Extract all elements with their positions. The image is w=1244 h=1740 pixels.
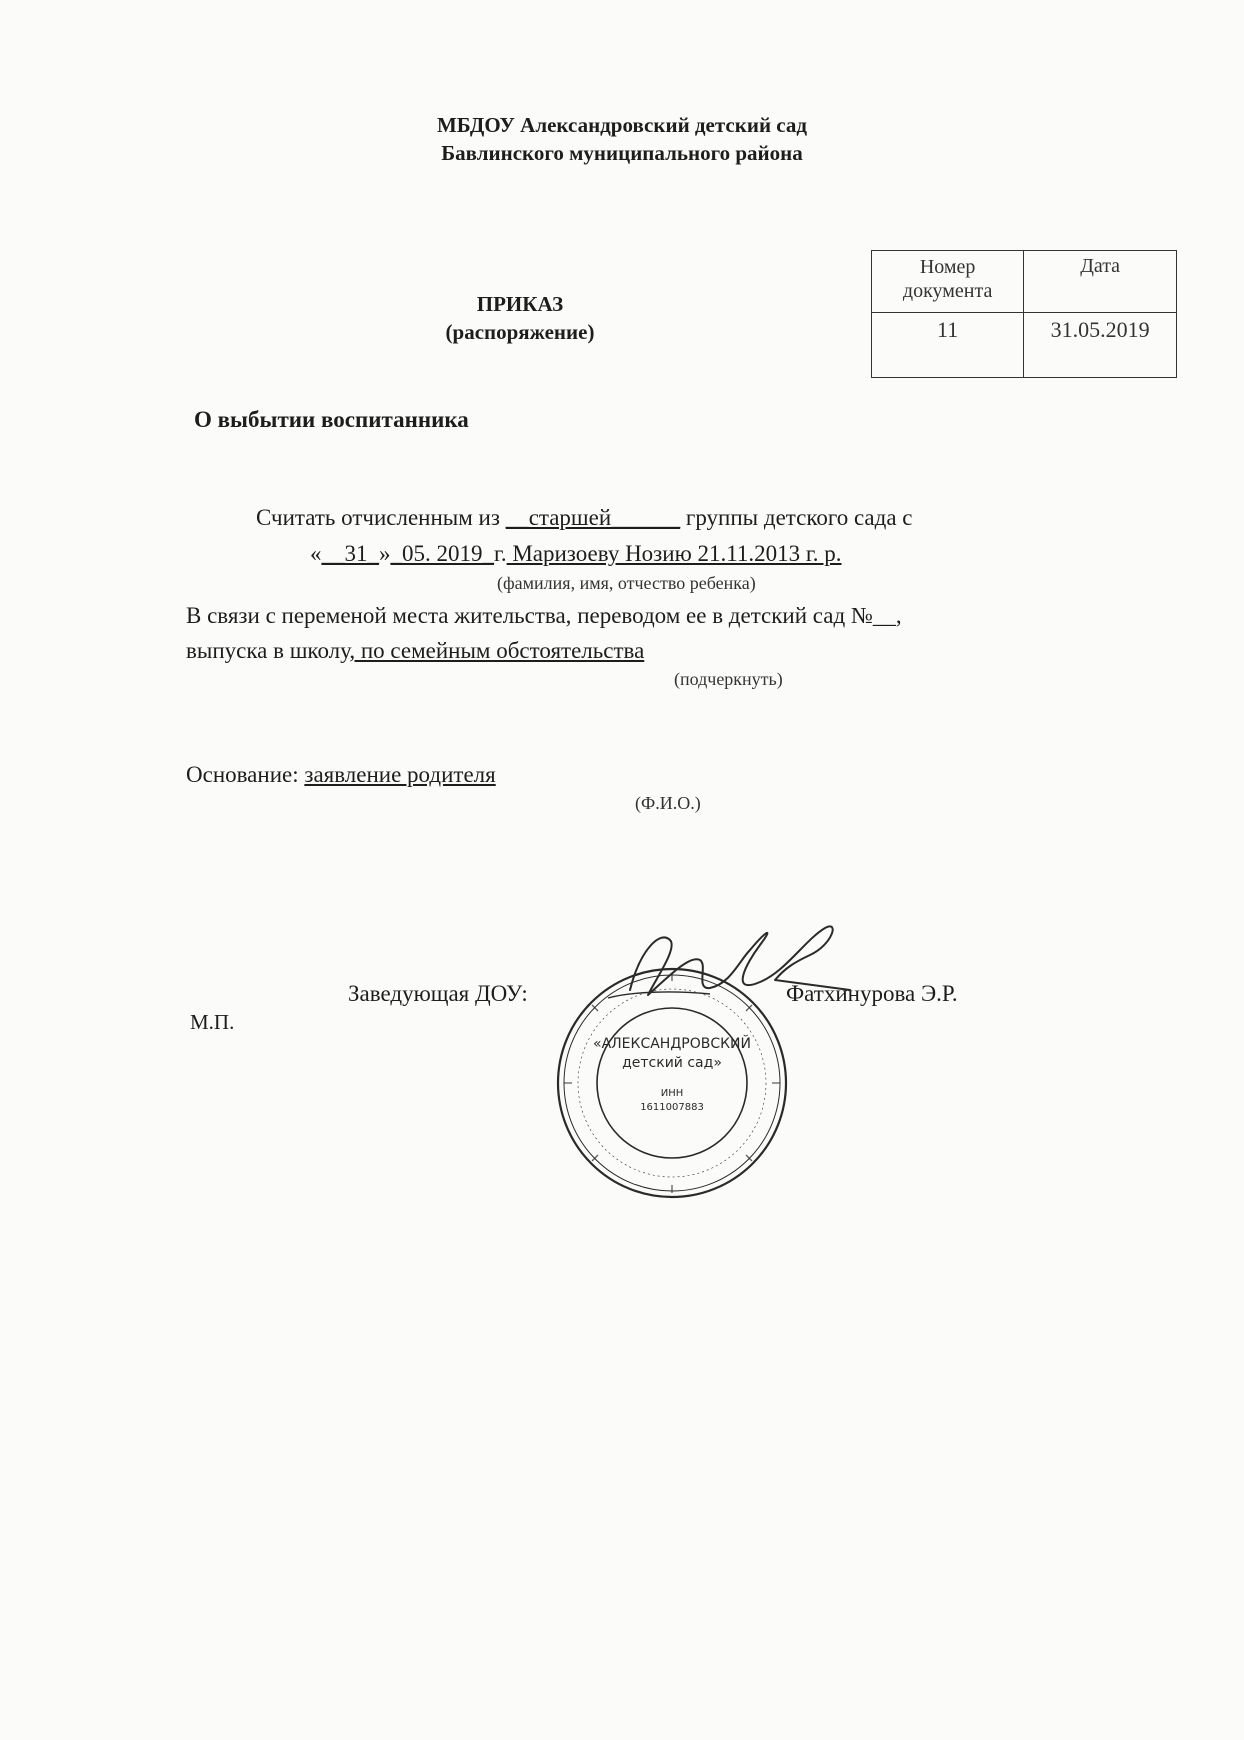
basis-label: Основание: xyxy=(186,762,305,787)
stamp-inn-label: ИНН xyxy=(660,1088,684,1099)
reason-family: , по семейным обстоятельства xyxy=(349,638,645,663)
reason-relocation: В связи с переменой места жительства, xyxy=(186,603,572,628)
reason-school: выпуска в школу xyxy=(186,638,350,663)
year-field: _05. 2019_ xyxy=(390,541,494,566)
body-line-2 xyxy=(310,540,842,568)
signatory-name: Фатхинурова Э.Р. xyxy=(786,981,958,1006)
day-field: __31_ xyxy=(321,541,379,566)
doc-number-value: 11 xyxy=(872,313,1024,378)
reason-transfer: переводом ее в детский сад №__, xyxy=(571,603,902,628)
order-subtitle: (распоряжение) xyxy=(445,320,595,344)
stamp-text-line1: «АЛЕКСАНДРОВСКИЙ xyxy=(593,1036,751,1052)
basis-line xyxy=(186,761,496,789)
stamp-place-mark: М.П. xyxy=(190,1010,235,1034)
basis-value: заявление родителя xyxy=(304,762,496,787)
stamp-text-line2: детский сад» xyxy=(622,1055,722,1071)
order-title: ПРИКАЗ xyxy=(476,292,564,316)
group-field: __старшей______ xyxy=(505,505,681,530)
doc-date-value: 31.05.2019 xyxy=(1024,313,1177,378)
caption-underline: (подчеркнуть) xyxy=(674,669,783,689)
caption-fio: (Ф.И.О.) xyxy=(635,793,701,813)
stamp-inn-value: 1611007883 xyxy=(640,1102,704,1113)
official-stamp xyxy=(552,963,792,1203)
doc-number-table xyxy=(871,250,1177,378)
org-name-line2: Бавлинского муниципального района xyxy=(441,141,803,165)
body-line-1-suffix: группы детского сада с xyxy=(680,505,913,530)
signatory-position: Заведующая ДОУ: xyxy=(348,981,528,1006)
body-line-3 xyxy=(186,602,902,630)
year-suffix: г. xyxy=(494,541,507,566)
body-line-1-prefix: Считать отчисленным из xyxy=(256,505,506,530)
body-line-1 xyxy=(256,504,913,532)
order-subject: О выбытии воспитанника xyxy=(194,407,469,432)
quote-open: « xyxy=(310,541,322,566)
child-name-field: Маризоеву Нозию 21.11.2013 г. р. xyxy=(506,541,842,566)
quote-close: » xyxy=(379,541,391,566)
doc-date-header: Дата xyxy=(1024,251,1177,313)
caption-child-name: (фамилия, имя, отчество ребенка) xyxy=(497,573,756,593)
org-name-line1: МБДОУ Александровский детский сад xyxy=(436,113,808,137)
body-line-4 xyxy=(186,637,644,665)
doc-number-header: Номер документа xyxy=(872,251,1024,313)
